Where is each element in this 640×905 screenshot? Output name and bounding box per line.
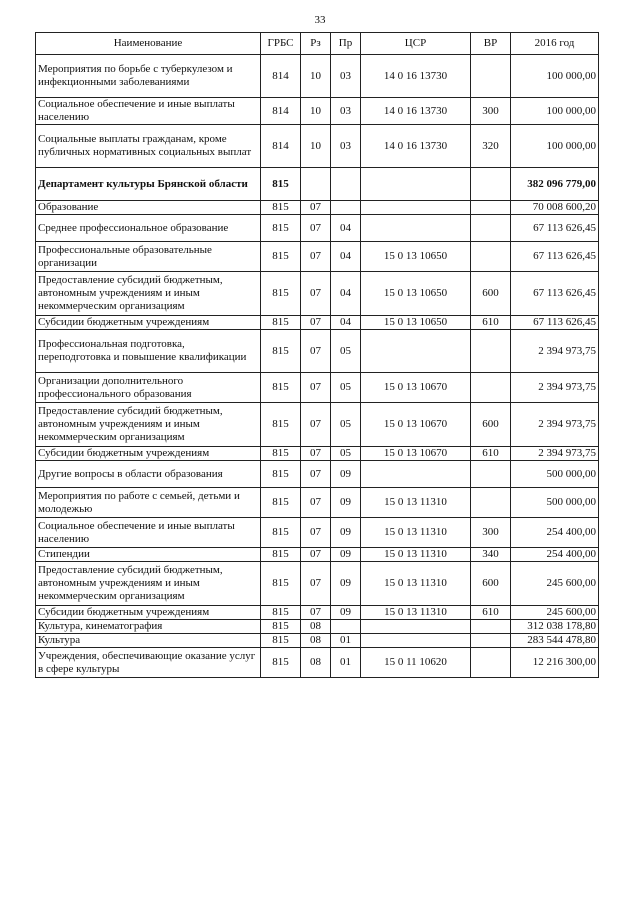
cell-vr [471, 55, 511, 98]
cell-rz: 07 [301, 215, 331, 242]
cell-name: Социальное обеспечение и иные выплаты населению [36, 518, 261, 548]
cell-vr: 340 [471, 548, 511, 562]
cell-csr [361, 215, 471, 242]
cell-name: Образование [36, 201, 261, 215]
col-header-rz: Рз [301, 33, 331, 55]
cell-vr: 610 [471, 316, 511, 330]
cell-csr: 15 0 13 10650 [361, 242, 471, 272]
cell-csr: 15 0 13 11310 [361, 518, 471, 548]
cell-grbs: 815 [261, 562, 301, 606]
cell-grbs: 815 [261, 201, 301, 215]
table-row [36, 373, 599, 403]
col-header-grbs: ГРБС [261, 33, 301, 55]
col-header-csr: ЦСР [361, 33, 471, 55]
table-row [36, 606, 599, 620]
cell-csr: 15 0 11 10620 [361, 648, 471, 678]
cell-amount: 100 000,00 [511, 98, 599, 125]
table-row [36, 201, 599, 215]
cell-name: Субсидии бюджетным учреждениям [36, 316, 261, 330]
cell-amount: 312 038 178,80 [511, 620, 599, 634]
budget-table [35, 32, 599, 678]
cell-grbs: 815 [261, 242, 301, 272]
cell-grbs: 815 [261, 215, 301, 242]
cell-grbs: 815 [261, 447, 301, 461]
table-row [36, 403, 599, 447]
cell-vr: 320 [471, 125, 511, 168]
table-row [36, 98, 599, 125]
cell-amount: 2 394 973,75 [511, 330, 599, 373]
cell-amount: 500 000,00 [511, 461, 599, 488]
cell-vr [471, 373, 511, 403]
cell-grbs: 814 [261, 125, 301, 168]
col-header-name: Наименование [36, 33, 261, 55]
cell-grbs: 815 [261, 272, 301, 316]
cell-csr: 15 0 13 11310 [361, 562, 471, 606]
cell-pr: 01 [331, 634, 361, 648]
cell-rz: 10 [301, 125, 331, 168]
cell-amount: 500 000,00 [511, 488, 599, 518]
cell-rz: 07 [301, 330, 331, 373]
cell-csr: 14 0 16 13730 [361, 125, 471, 168]
cell-vr [471, 201, 511, 215]
cell-rz: 07 [301, 373, 331, 403]
cell-name: Субсидии бюджетным учреждениям [36, 447, 261, 461]
cell-pr [331, 620, 361, 634]
cell-vr [471, 461, 511, 488]
cell-name: Департамент культуры Брянской области [36, 168, 261, 201]
cell-name: Профессиональные образовательные организации [36, 242, 261, 272]
table-row [36, 488, 599, 518]
cell-pr: 09 [331, 562, 361, 606]
cell-rz: 07 [301, 201, 331, 215]
cell-csr: 15 0 13 11310 [361, 548, 471, 562]
cell-pr: 03 [331, 98, 361, 125]
cell-csr [361, 461, 471, 488]
cell-csr [361, 201, 471, 215]
cell-amount: 245 600,00 [511, 606, 599, 620]
cell-amount: 70 008 600,20 [511, 201, 599, 215]
cell-pr: 01 [331, 648, 361, 678]
table-row [36, 242, 599, 272]
cell-amount: 67 113 626,45 [511, 242, 599, 272]
cell-grbs: 815 [261, 168, 301, 201]
cell-rz: 08 [301, 634, 331, 648]
cell-name: Культура [36, 634, 261, 648]
cell-vr: 600 [471, 403, 511, 447]
cell-name: Предоставление субсидий бюджетным, автономным учреждениям и иным некоммерческим организациям [36, 403, 261, 447]
table-row [36, 272, 599, 316]
cell-pr: 09 [331, 548, 361, 562]
cell-pr [331, 168, 361, 201]
cell-csr [361, 620, 471, 634]
cell-pr: 03 [331, 55, 361, 98]
cell-amount: 2 394 973,75 [511, 403, 599, 447]
table-row [36, 620, 599, 634]
table-row [36, 316, 599, 330]
cell-name: Социальные выплаты гражданам, кроме публичных нормативных социальных выплат [36, 125, 261, 168]
cell-amount: 67 113 626,45 [511, 272, 599, 316]
cell-csr [361, 330, 471, 373]
cell-amount: 100 000,00 [511, 125, 599, 168]
cell-name: Другие вопросы в области образования [36, 461, 261, 488]
cell-pr: 04 [331, 242, 361, 272]
cell-pr: 04 [331, 215, 361, 242]
cell-grbs: 814 [261, 98, 301, 125]
cell-grbs: 815 [261, 634, 301, 648]
cell-csr: 14 0 16 13730 [361, 55, 471, 98]
cell-amount: 2 394 973,75 [511, 447, 599, 461]
cell-name: Мероприятия по работе с семьей, детьми и молодежью [36, 488, 261, 518]
cell-rz: 07 [301, 272, 331, 316]
cell-pr [331, 201, 361, 215]
cell-rz: 10 [301, 98, 331, 125]
cell-grbs: 815 [261, 316, 301, 330]
cell-vr [471, 215, 511, 242]
cell-pr: 09 [331, 461, 361, 488]
cell-grbs: 815 [261, 330, 301, 373]
cell-vr [471, 168, 511, 201]
cell-grbs: 815 [261, 518, 301, 548]
table-row [36, 215, 599, 242]
header-row [36, 33, 599, 55]
cell-vr: 610 [471, 447, 511, 461]
cell-vr [471, 242, 511, 272]
cell-amount: 254 400,00 [511, 548, 599, 562]
table-row [36, 330, 599, 373]
cell-rz: 07 [301, 606, 331, 620]
cell-grbs: 814 [261, 55, 301, 98]
cell-rz: 07 [301, 403, 331, 447]
cell-csr: 15 0 13 11310 [361, 488, 471, 518]
cell-grbs: 815 [261, 488, 301, 518]
table-body [36, 55, 599, 678]
cell-name: Предоставление субсидий бюджетным, автономным учреждениям и иным некоммерческим организациям [36, 562, 261, 606]
cell-vr [471, 648, 511, 678]
table-row [36, 548, 599, 562]
cell-name: Организации дополнительного профессионального образования [36, 373, 261, 403]
cell-name: Предоставление субсидий бюджетным, автономным учреждениям и иным некоммерческим организациям [36, 272, 261, 316]
cell-csr: 14 0 16 13730 [361, 98, 471, 125]
cell-csr: 15 0 13 10670 [361, 403, 471, 447]
table-row [36, 562, 599, 606]
cell-rz: 07 [301, 518, 331, 548]
table-row [36, 518, 599, 548]
cell-amount: 254 400,00 [511, 518, 599, 548]
cell-vr: 600 [471, 562, 511, 606]
cell-csr: 15 0 13 10650 [361, 272, 471, 316]
cell-vr [471, 488, 511, 518]
cell-amount: 67 113 626,45 [511, 316, 599, 330]
table-row [36, 55, 599, 98]
cell-csr [361, 634, 471, 648]
cell-name: Среднее профессиональное образование [36, 215, 261, 242]
cell-name: Стипендии [36, 548, 261, 562]
col-header-vr: ВР [471, 33, 511, 55]
table-row [36, 634, 599, 648]
cell-rz: 07 [301, 242, 331, 272]
cell-amount: 382 096 779,00 [511, 168, 599, 201]
cell-vr: 610 [471, 606, 511, 620]
cell-amount: 283 544 478,80 [511, 634, 599, 648]
col-header-pr: Пр [331, 33, 361, 55]
cell-pr: 05 [331, 403, 361, 447]
cell-amount: 67 113 626,45 [511, 215, 599, 242]
cell-rz: 08 [301, 620, 331, 634]
cell-rz: 07 [301, 562, 331, 606]
page-number: 33 [314, 14, 326, 26]
cell-grbs: 815 [261, 403, 301, 447]
cell-rz: 10 [301, 55, 331, 98]
cell-rz: 07 [301, 447, 331, 461]
cell-csr: 15 0 13 10670 [361, 447, 471, 461]
cell-name: Учреждения, обеспечивающие оказание услуг в сфере культуры [36, 648, 261, 678]
cell-amount: 100 000,00 [511, 55, 599, 98]
cell-grbs: 815 [261, 461, 301, 488]
cell-pr: 09 [331, 488, 361, 518]
cell-csr: 15 0 13 10670 [361, 373, 471, 403]
cell-grbs: 815 [261, 606, 301, 620]
cell-pr: 05 [331, 330, 361, 373]
cell-rz: 07 [301, 488, 331, 518]
cell-amount: 245 600,00 [511, 562, 599, 606]
cell-amount: 2 394 973,75 [511, 373, 599, 403]
cell-pr: 09 [331, 518, 361, 548]
cell-grbs: 815 [261, 548, 301, 562]
cell-amount: 12 216 300,00 [511, 648, 599, 678]
cell-csr: 15 0 13 10650 [361, 316, 471, 330]
cell-rz: 07 [301, 461, 331, 488]
cell-vr [471, 634, 511, 648]
cell-pr: 05 [331, 373, 361, 403]
cell-name: Профессиональная подготовка, переподготовка и повышение квалификации [36, 330, 261, 373]
cell-rz: 07 [301, 316, 331, 330]
cell-grbs: 815 [261, 648, 301, 678]
cell-name: Социальное обеспечение и иные выплаты населению [36, 98, 261, 125]
cell-pr: 04 [331, 272, 361, 316]
table-row [36, 447, 599, 461]
cell-vr [471, 620, 511, 634]
cell-name: Мероприятия по борьбе с туберкулезом и инфекционными заболеваниями [36, 55, 261, 98]
cell-grbs: 815 [261, 373, 301, 403]
cell-vr: 600 [471, 272, 511, 316]
cell-csr: 15 0 13 11310 [361, 606, 471, 620]
cell-vr: 300 [471, 518, 511, 548]
cell-pr: 03 [331, 125, 361, 168]
table-row [36, 168, 599, 201]
table-row [36, 461, 599, 488]
table-row [36, 125, 599, 168]
cell-csr [361, 168, 471, 201]
cell-vr: 300 [471, 98, 511, 125]
cell-pr: 09 [331, 606, 361, 620]
table-row [36, 648, 599, 678]
cell-rz: 07 [301, 548, 331, 562]
cell-pr: 04 [331, 316, 361, 330]
cell-grbs: 815 [261, 620, 301, 634]
cell-vr [471, 330, 511, 373]
cell-pr: 05 [331, 447, 361, 461]
col-header-year: 2016 год [511, 33, 599, 55]
cell-name: Культура, кинематография [36, 620, 261, 634]
cell-rz [301, 168, 331, 201]
cell-rz: 08 [301, 648, 331, 678]
cell-name: Субсидии бюджетным учреждениям [36, 606, 261, 620]
